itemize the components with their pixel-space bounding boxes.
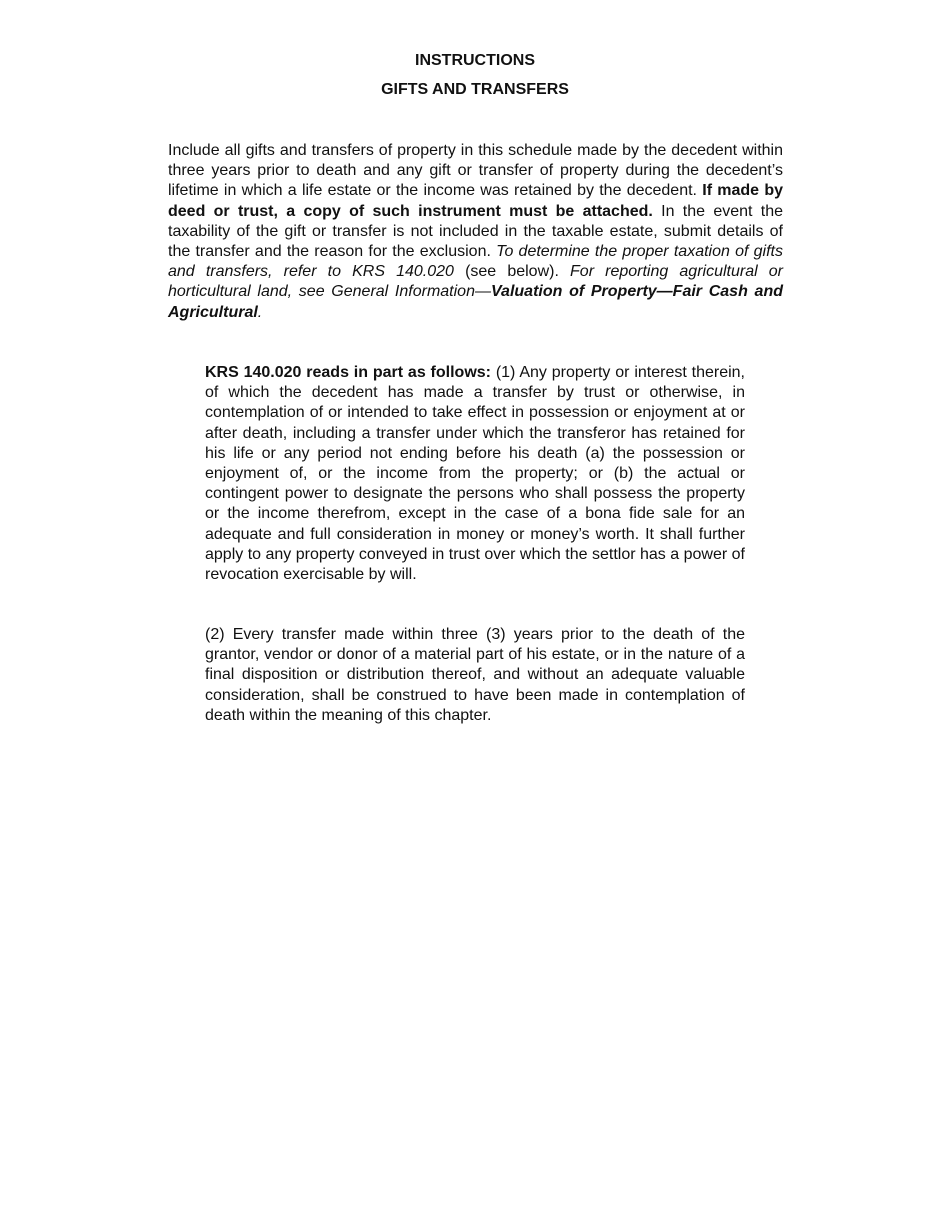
intro-taxation-reference: To determine the proper taxation of gifts and transfers, refer to KRS 140.020 — [168, 243, 784, 281]
intro-agricultural-note: For reporting agricultural or horticultural land, see General Information— — [168, 263, 783, 301]
statute-lead: KRS 140.020 reads in part as follows: — [205, 364, 491, 381]
statute-paragraph-1 — [205, 363, 745, 585]
intro-text-1: Include all gifts and transfers of property in this schedule made by the decedent within three years prior to death and any gift or transfer of property during the decedent’s lifetime in which a life estate or the income was retained by the decedent. — [168, 142, 783, 200]
page-title: INSTRUCTIONS — [415, 52, 535, 69]
intro-text-3: (see below). — [453, 263, 571, 281]
intro-period: . — [257, 303, 263, 321]
statute-paragraph-2 — [205, 625, 745, 726]
intro-attachment-requirement: If made by deed or trust, a copy of such instrument must be attached. — [168, 182, 783, 220]
statute-text-1: (1) Any property or interest therein, of which the decedent has made a transfer by trust or otherwise, in contemplation of or intended to take effect in possession or enjoyment at or after death, including a transfer under which the transferor has retained for his life or any period not ending before his death (a) the possession or enjoyment of, or the income from the property; or (b) the actual or contingent power to designate the persons who shall possess the property or the income therefrom, except in the case of a bona fide sale for an adequate and full consideration in money or money’s worth. It shall further apply to any property conveyed in trust over which the settlor has a power of revocation exercisable by will. — [205, 364, 746, 584]
page-subtitle: GIFTS AND TRANSFERS — [381, 81, 569, 98]
intro-paragraph — [168, 141, 783, 323]
intro-valuation-reference: Valuation of Property—Fair Cash and Agricultural — [168, 283, 783, 321]
statute-text-2: (2) Every transfer made within three (3) years prior to the death of the grantor, vendor or donor of a material part of his estate, or in the nature of a final disposition or distribution thereof, and without an adequate valuable consideration, shall be construed to have been made in contemplation of death within the meaning of this chapter. — [205, 626, 745, 724]
intro-text-2: In the event the taxability of the gift or transfer is not included in the taxable estate, submit details of the transfer and the reason for the exclusion. — [168, 202, 784, 261]
